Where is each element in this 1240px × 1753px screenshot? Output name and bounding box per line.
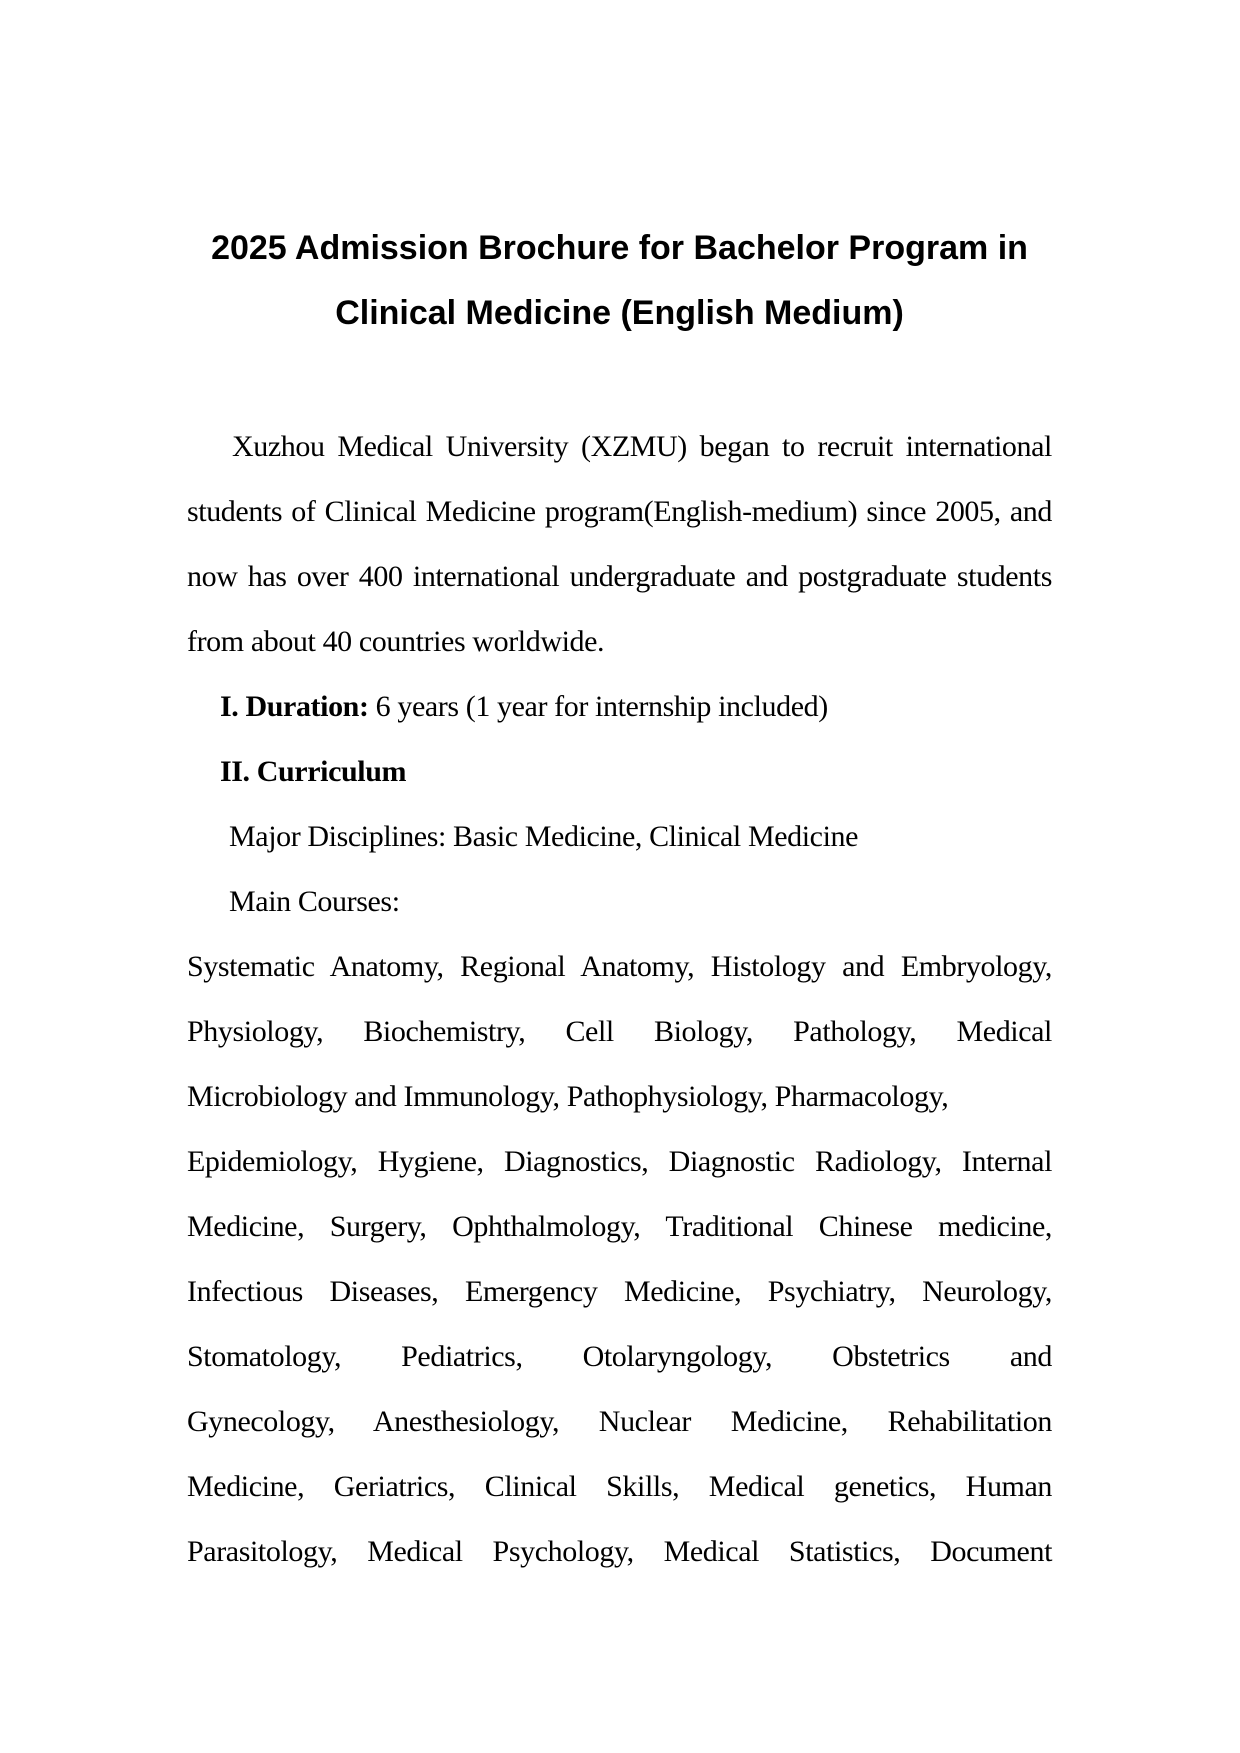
- duration-heading: I. Duration:: [220, 690, 369, 723]
- document-body: [187, 414, 1052, 1584]
- curriculum-heading: II. Curriculum: [220, 755, 407, 788]
- main-courses-line: Systematic Anatomy, Regional Anatomy, Histology and Embryology,: [187, 950, 1052, 983]
- intro-paragraph-line: students of Clinical Medicine program(English-medium) since 2005, and: [187, 495, 1052, 528]
- page-title-line-2: Clinical Medicine (English Medium): [335, 294, 904, 332]
- main-courses-line: Physiology, Biochemistry, Cell Biology, Pathology, Medical: [187, 1015, 1052, 1048]
- main-courses-line: Microbiology and Immunology, Pathophysiology, Pharmacology,: [187, 1080, 949, 1113]
- main-courses-line: Medicine, Surgery, Ophthalmology, Traditional Chinese medicine,: [187, 1210, 1052, 1243]
- intro-paragraph-line: Xuzhou Medical University (XZMU) began to recruit international: [232, 430, 1052, 463]
- main-courses-line: Infectious Diseases, Emergency Medicine, Psychiatry, Neurology,: [187, 1275, 1052, 1308]
- main-courses-line: Medicine, Geriatrics, Clinical Skills, Medical genetics, Human: [187, 1470, 1052, 1503]
- page-title: [187, 216, 1052, 346]
- intro-paragraph-line: from about 40 countries worldwide.: [187, 625, 605, 658]
- main-courses-line: Stomatology, Pediatrics, Otolaryngology, Obstetrics and: [187, 1340, 1052, 1373]
- main-courses-label: Main Courses:: [229, 885, 400, 918]
- major-disciplines-line: Major Disciplines: Basic Medicine, Clinical Medicine: [229, 820, 859, 853]
- intro-paragraph-line: now has over 400 international undergraduate and postgraduate students: [187, 560, 1052, 593]
- main-courses-line: Epidemiology, Hygiene, Diagnostics, Diagnostic Radiology, Internal: [187, 1145, 1052, 1178]
- main-courses-line: Gynecology, Anesthesiology, Nuclear Medicine, Rehabilitation: [187, 1405, 1052, 1438]
- duration-line: [187, 674, 1052, 739]
- page-title-line-1: 2025 Admission Brochure for Bachelor Program in: [211, 229, 1028, 267]
- duration-value: 6 years (1 year for internship included): [368, 690, 828, 723]
- main-courses-line: Parasitology, Medical Psychology, Medical Statistics, Document: [187, 1535, 1052, 1568]
- text-column: [187, 0, 1052, 1584]
